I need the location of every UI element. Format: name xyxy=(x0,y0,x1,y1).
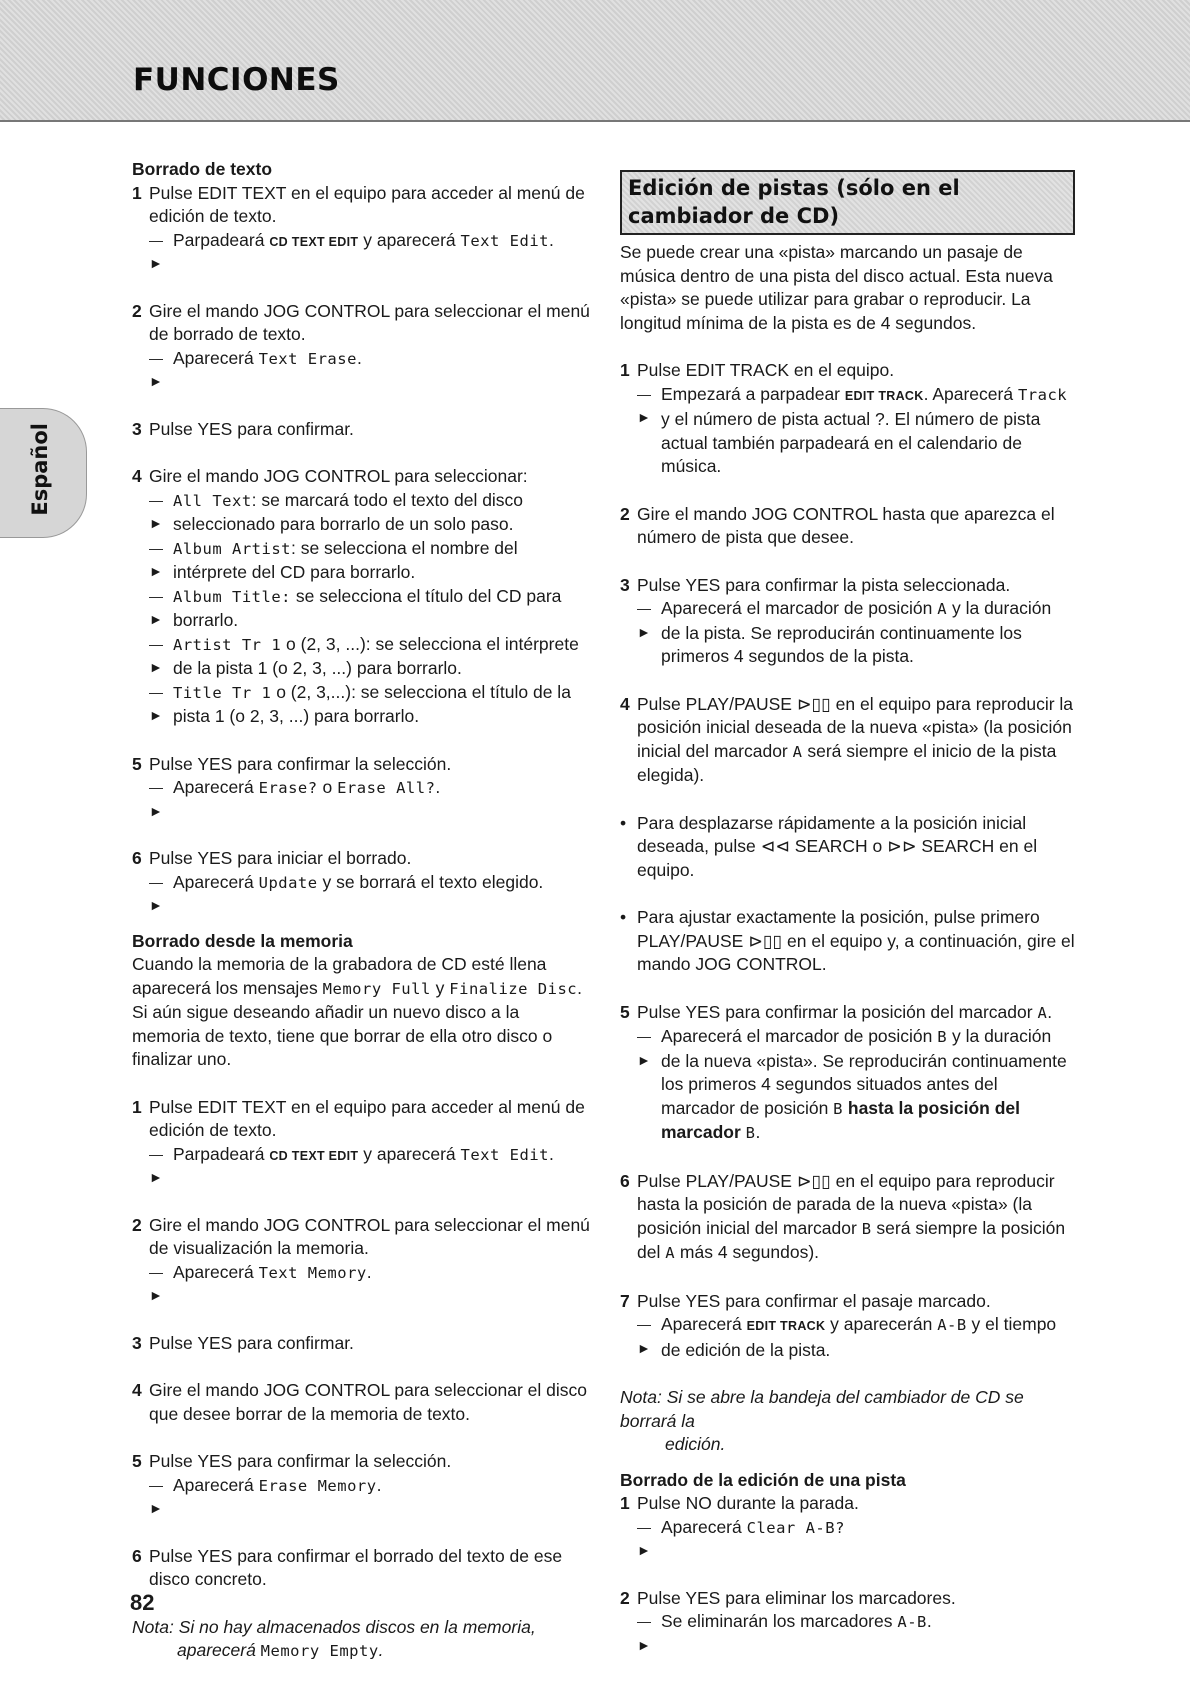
arrow-right-icon: —► xyxy=(149,349,163,389)
step-4: 4 Gire el mando JOG CONTROL para seleccionar: xyxy=(132,466,528,486)
arrow-right-icon: —► xyxy=(149,635,163,675)
page-title: FUNCIONES xyxy=(133,62,340,98)
arrow-right-icon: —► xyxy=(149,1145,163,1185)
arrow-right-icon: —► xyxy=(149,539,163,579)
arrow-right-icon: —► xyxy=(149,587,163,627)
step-3: 3 Pulse YES para confirmar la pista seleccionada. xyxy=(620,574,1011,595)
step-2: 2 Gire el mando JOG CONTROL para seleccionar el menú de visualización la memoria. xyxy=(132,1214,590,1258)
left-column xyxy=(132,158,592,1664)
step-result: —► Aparecerá el marcador de posición B y la duración de la nueva «pista». Se reproducirán continuamente los primeros 4 segundos situados antes del marcador de posición B hasta la posición del marcador B. xyxy=(620,1025,1075,1146)
step-result: —► Aparecerá Update y se borrará el texto elegido. xyxy=(132,871,592,918)
arrow-right-icon: —► xyxy=(637,1613,651,1653)
step-4: 4 Gire el mando JOG CONTROL para seleccionar el disco que desee borrar de la memoria de texto. xyxy=(132,1380,587,1424)
step-result: —► Aparecerá Text Memory. xyxy=(132,1261,592,1308)
step-6: 6 Pulse YES para iniciar el borrado. xyxy=(132,848,412,868)
bullet-fine-adjust: • Para ajustar exactamente la posición, pulse primero PLAY/PAUSE ⊳▯▯ en el equipo y, a continuación, gire el mando JOG CONTROL. xyxy=(620,907,1075,974)
step-1: 1 Pulse EDIT TEXT en el equipo para acceder al menú de edición de texto. xyxy=(132,1096,585,1140)
arrow-right-icon: —► xyxy=(149,1476,163,1516)
arrow-right-icon: —► xyxy=(149,1263,163,1303)
step-7: 7 Pulse YES para confirmar el pasaje marcado. xyxy=(620,1290,991,1311)
note: Nota: Si se abre la bandeja del cambiador de CD se borrará la edición. xyxy=(620,1387,1024,1454)
arrow-right-icon: —► xyxy=(637,1028,651,1068)
note: Nota: Si no hay almacenados discos en la memoria, aparecerá Memory Empty. xyxy=(132,1616,536,1660)
step-result: —► Parpadeará CD TEXT EDIT y aparecerá Text Edit. xyxy=(132,1143,592,1190)
step-result: —► Aparecerá Text Erase. xyxy=(132,347,592,394)
step-1: 1 Pulse EDIT TEXT en el equipo para acceder al menú de edición de texto. xyxy=(132,182,585,226)
step-5: 5 Pulse YES para confirmar la posición del marcador A. xyxy=(620,1001,1053,1022)
memory-intro: Cuando la memoria de la grabadora de CD esté llena aparecerá los mensajes Memory Full y Finalize Disc. Si aún sigue deseando añadir un nuevo disco a la memoria de texto, tiene que borrar de ella otro disco o finalizar uno. xyxy=(132,954,582,1069)
step-4: 4 Pulse PLAY/PAUSE ⊳▯▯ en el equipo para reproducir la posición inicial deseada de la nueva «pista» (la posición inicial del marcador A será siempre el inicio de la pista elegida). xyxy=(620,693,1074,785)
page-number: 82 xyxy=(130,1590,155,1615)
arrow-right-icon: —► xyxy=(637,600,651,640)
arrow-right-icon: —► xyxy=(149,779,163,819)
step-3: 3 Pulse YES para confirmar. xyxy=(132,418,354,439)
arrow-right-icon: —► xyxy=(637,385,651,425)
arrow-right-icon: —► xyxy=(149,491,163,531)
language-tab xyxy=(0,408,87,538)
option-album-artist: —► Album Artist: se selecciona el nombre del intérprete del CD para borrarlo. xyxy=(132,537,592,585)
step-5: 5 Pulse YES para confirmar la selección. xyxy=(132,753,452,774)
language-tab-label: Español xyxy=(28,423,52,516)
step-2: 2 Gire el mando JOG CONTROL hasta que aparezca el número de pista que desee. xyxy=(620,503,1055,547)
section-heading-clear-edit: Borrado de la edición de una pista xyxy=(620,1469,906,1490)
step-result: —► Aparecerá Erase Memory. xyxy=(132,1474,592,1521)
step-1: 1 Pulse EDIT TRACK en el equipo. xyxy=(620,360,895,380)
option-title-track: —► Title Tr 1 o (2, 3,...): se selecciona el título de la pista 1 (o 2, 3, ...) para borrarlo. xyxy=(132,681,592,729)
step-result: —► Se eliminarán los marcadores A-B. xyxy=(620,1610,1075,1657)
play-icon: ⊳▯▯ xyxy=(796,1170,831,1191)
arrow-right-icon: —► xyxy=(637,1518,651,1558)
play-pause-icon: ⊳▯▯ xyxy=(796,693,831,714)
step-result: —► Aparecerá Clear A-B? xyxy=(620,1516,1075,1563)
right-column xyxy=(620,170,1075,1657)
step-1: 1 Pulse NO durante la parada. xyxy=(620,1493,859,1513)
bullet-search: • Para desplazarse rápidamente a la posición inicial deseada, pulse ⊲⊲ SEARCH o ⊳⊳ SEARCH en el equipo. xyxy=(620,812,1038,880)
header-band xyxy=(0,0,1190,120)
section-heading-track-edit: Edición de pistas (sólo en el cambiador de CD) xyxy=(620,170,1075,235)
step-result: —► Aparecerá el marcador de posición A y la duración de la pista. Se reproducirán continuamente los primeros 4 segundos de la pista. xyxy=(620,597,1075,669)
option-all-text: —► All Text: se marcará todo el texto del disco seleccionado para borrarlo de un solo paso. xyxy=(132,489,592,537)
header-rule xyxy=(0,120,1190,122)
step-result: —► Empezará a parpadear EDIT TRACK. Aparecerá Track y el número de pista actual ?. El número de pista actual también parpadeará en el calendario de música. xyxy=(620,383,1075,479)
option-artist-track: —► Artist Tr 1 o (2, 3, ...): se selecciona el intérprete de la pista 1 (o 2, 3, ...) para borrarlo. xyxy=(132,633,592,681)
arrow-right-icon: —► xyxy=(149,683,163,723)
fast-forward-icon: ⊳⊳ xyxy=(887,836,917,856)
step-2: 2 Gire el mando JOG CONTROL para seleccionar el menú de borrado de texto. xyxy=(132,300,590,344)
step-3: 3 Pulse YES para confirmar. xyxy=(132,1332,354,1353)
section-heading-memory-erase: Borrado desde la memoria xyxy=(132,930,353,951)
step-result: —► Aparecerá EDIT TRACK y aparecerán A-B y el tiempo de edición de la pista. xyxy=(620,1313,1075,1362)
section-heading-text-erase: Borrado de texto xyxy=(132,159,273,179)
arrow-right-icon: —► xyxy=(637,1316,651,1356)
step-result: —► Parpadeará CD TEXT EDIT y aparecerá Text Edit. xyxy=(132,229,592,276)
step-6: 6 Pulse PLAY/PAUSE ⊳▯▯ en el equipo para reproducir hasta la posición de parada de la nueva «pista» (la posición inicial del marcador B será siempre la posición del A más 4 segundos). xyxy=(620,1170,1066,1262)
step-6: 6 Pulse YES para confirmar el borrado del texto de ese disco concreto. xyxy=(132,1545,563,1589)
arrow-right-icon: —► xyxy=(149,873,163,913)
step-2: 2 Pulse YES para eliminar los marcadores. xyxy=(620,1587,956,1608)
rewind-icon: ⊲⊲ xyxy=(760,836,790,856)
step-result: —► Aparecerá Erase? o Erase All?. xyxy=(132,776,592,823)
play-pause-icon: ⊳▯▯ xyxy=(748,930,783,951)
step-5: 5 Pulse YES para confirmar la selección. xyxy=(132,1451,452,1471)
track-edit-intro: Se puede crear una «pista» marcando un pasaje de música dentro de una pista del disco actual. Esta nueva «pista» se puede utilizar para grabar o reproducir. La longitud mínima de la pista es de 4 segundos. xyxy=(620,242,1053,333)
arrow-right-icon: —► xyxy=(149,231,163,271)
option-album-title: —► Album Title: se selecciona el título del CD para borrarlo. xyxy=(132,585,592,633)
